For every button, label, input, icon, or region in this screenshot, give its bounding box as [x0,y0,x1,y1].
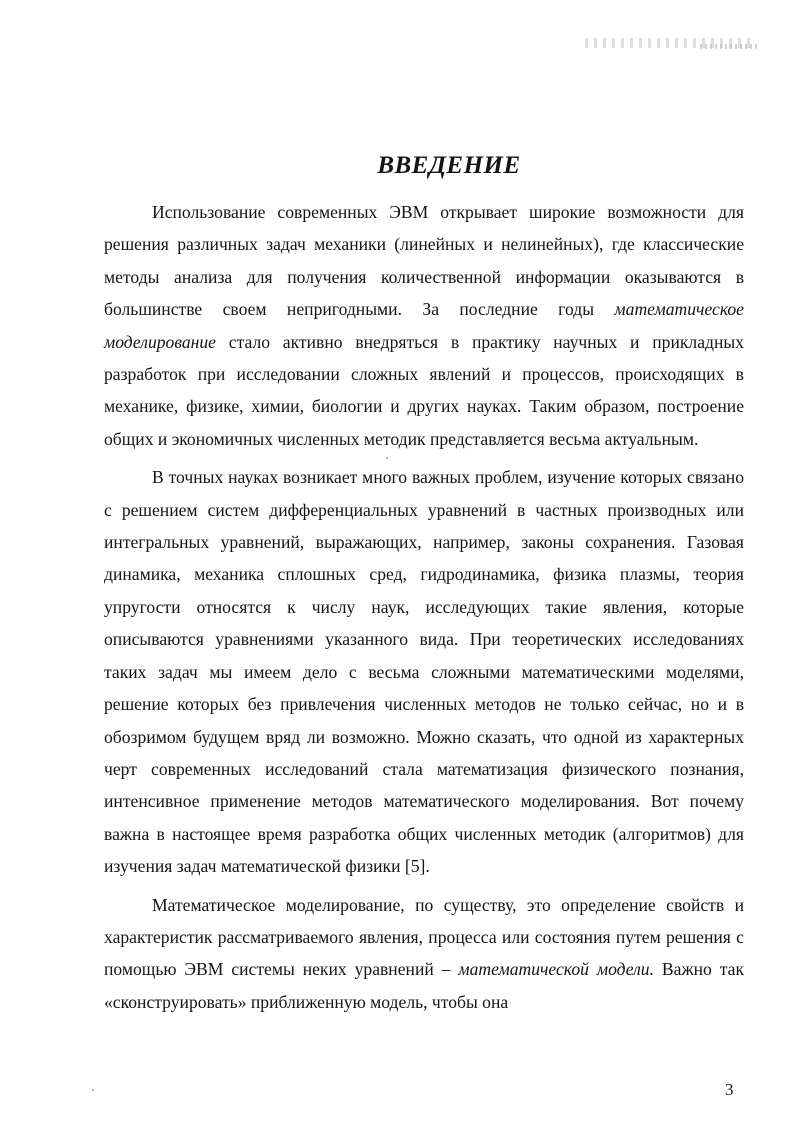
scan-artifact [700,44,760,49]
paragraph-emphasis: математической модели. [458,959,655,980]
paragraph [104,889,744,1019]
paragraph [104,196,744,455]
paragraph-text: Математическое моделирование, по существу, это определение свойств и характеристик рассматриваемого явления, процесса или состояния путем решения с помощью ЭВМ системы неких уравнений – [104,894,744,980]
paragraph-emphasis: математическое моделирование [104,299,744,352]
paragraph-text: стало активно внедряться в практику научных и прикладных разработок при исследовании сложных явлений и процессов, происходящих в механике, физике, химии, биологии и других науках. Таким образом, построение общих и экономичных численных методик представляется весьма актуальным. [104,331,744,449]
paragraph-text: Использование современных ЭВМ открывает широкие возможности для решения различных задач механики (линейных и нелинейных), где классические методы анализа для получения количественной информации оказываются в большинстве своем непригодными. За последние годы [104,202,744,320]
scan-speck [92,1089,94,1091]
page-number: 3 [725,1080,734,1099]
page-title: ВВЕДЕНИЕ [377,152,521,179]
paragraph [104,461,744,882]
paragraph-text: Важно так «сконструировать» приближенную модель, чтобы она [104,959,744,1012]
paragraph-text: В точных науках возникает много важных проблем, изучение которых связано с решением систем дифференциальных уравнений в частных производных или интегральных уравнений, выражающих, например, законы сохранения. Газовая динамика, механика сплошных сред, гидродинамика, физика плазмы, теория упругости относятся к числу наук, исследующих такие явления, которые описываются уравнениями указанного вида. При теоретических исследованиях таких задач мы имеем дело с весьма сложными математическими моделями, решение которых без привлечения численных методов не только сейчас, но и в обозримом будущем вряд ли возможно. Можно сказать, что одной из характерных черт современных исследований стала математизация физического познания, интенсивное применение методов математического моделирования. Вот почему важна в настоящее время разработка общих численных методик (алгоритмов) для изучения задач математической физики [5]. [104,467,744,877]
body-text [104,196,744,1018]
